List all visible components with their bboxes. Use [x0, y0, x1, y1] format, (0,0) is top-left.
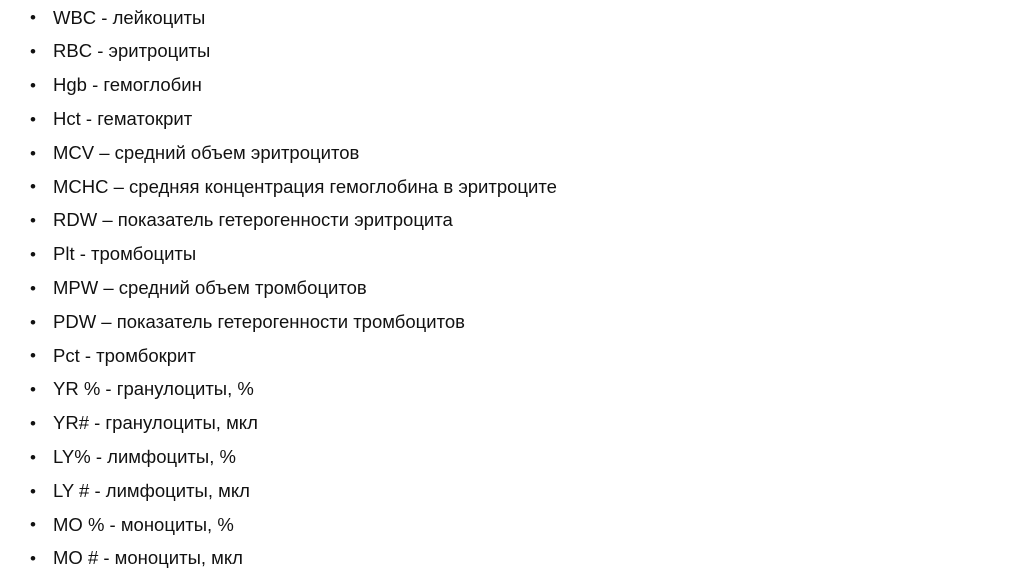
list-item-text: MO # - моноциты, мкл — [53, 547, 243, 569]
bullet-icon: • — [30, 42, 36, 62]
list-item-text: YR# - гранулоциты, мкл — [53, 412, 258, 434]
bullet-icon: • — [30, 177, 36, 197]
list-item — [30, 136, 557, 170]
list-item — [30, 542, 557, 576]
list-item-text: Hct - гематокрит — [53, 108, 193, 130]
list-item — [30, 440, 557, 474]
bullet-icon: • — [30, 75, 36, 95]
bullet-icon: • — [30, 109, 36, 129]
bullet-icon: • — [30, 346, 36, 366]
list-item-text: WBC - лейкоциты — [53, 6, 206, 28]
list-item-text: Plt - тромбоциты — [53, 243, 197, 265]
list-item-text: MPW – средний объем тромбоцитов — [53, 277, 367, 299]
list-item-text: Pct - тромбокрит — [53, 344, 196, 366]
bullet-icon: • — [30, 278, 36, 298]
list-item — [30, 339, 557, 373]
bullet-icon: • — [30, 481, 36, 501]
bullet-icon: • — [30, 211, 36, 231]
list-item — [30, 238, 557, 272]
list-item — [30, 69, 557, 103]
list-item-text: MCHC – средняя концентрация гемоглобина в эритроците — [53, 175, 557, 197]
list-item — [30, 170, 557, 204]
list-item-text: LY% - лимфоциты, % — [53, 446, 236, 467]
list-item-text: MCV – средний объем эритроцитов — [53, 141, 360, 163]
list-item — [30, 407, 557, 441]
list-item — [30, 508, 557, 542]
bullet-icon: • — [30, 312, 36, 332]
list-item-text: LY # - лимфоциты, мкл — [53, 479, 250, 501]
bullet-icon: • — [30, 244, 36, 264]
list-item — [30, 204, 557, 238]
list-item — [30, 305, 557, 339]
bullet-list — [30, 1, 557, 576]
bullet-icon: • — [30, 413, 36, 433]
list-item — [30, 35, 557, 69]
bullet-icon: • — [30, 515, 36, 535]
list-item — [30, 102, 557, 136]
bullet-icon: • — [30, 143, 36, 163]
list-item — [30, 373, 557, 407]
bullet-icon: • — [30, 8, 36, 28]
list-item-text: Hgb - гемоглобин — [53, 74, 202, 96]
list-item-text: MO % - моноциты, % — [53, 513, 234, 535]
list-item-text: RDW – показатель гетерогенности эритроцита — [53, 209, 453, 231]
list-item-text: PDW – показатель гетерогенности тромбоцитов — [53, 310, 465, 332]
bullet-icon: • — [30, 549, 36, 569]
list-item-text: RBC - эритроциты — [53, 40, 211, 62]
list-item — [30, 1, 557, 35]
bullet-icon: • — [30, 380, 36, 400]
bullet-icon: • — [30, 447, 36, 467]
list-item-text: YR % - гранулоциты, % — [53, 378, 254, 400]
list-item — [30, 271, 557, 305]
list-item — [30, 474, 557, 508]
